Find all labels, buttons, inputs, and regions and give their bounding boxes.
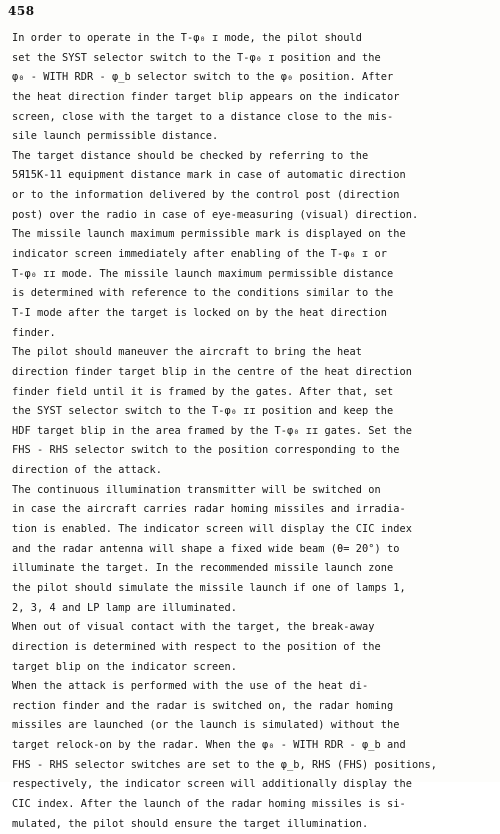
text-line: set the SYST selector switch to the T-φ₀ ɪ position and the [12,51,381,64]
text-line: direction is determined with respect to the position of the [12,640,381,653]
text-line: φ₀ - WITH RDR - φ_b selector switch to the φ₀ position. After [12,71,394,84]
text-line: The missile launch maximum permissible mark is displayed on the [12,228,406,241]
text-line: 5Я15K-11 equipment distance mark in case of automatic direction [12,169,406,182]
text-line: The target distance should be checked by referring to the [12,149,369,162]
text-line: The pilot should maneuver the aircraft to bring the heat [12,346,362,359]
text-line: sile launch permissible distance. [12,130,219,143]
text-line: post) over the radio in case of eye-measuring (visual) direction. [12,208,419,221]
body-text [12,29,496,834]
text-line: HDF target blip in the area framed by the T-φ₀ ɪɪ gates. Set the [12,424,412,437]
text-line: In order to operate in the T-φ₀ ɪ mode, the pilot should [12,32,362,44]
text-line: is determined with reference to the conditions similar to the [12,287,394,300]
text-line: direction finder target blip in the centre of the heat direction [12,365,412,378]
text-line: illuminate the target. In the recommended missile launch zone [12,562,394,575]
text-line: The continuous illumination transmitter will be switched on [12,483,381,496]
text-line: in case the aircraft carries radar homing missiles and irradia- [12,503,406,516]
text-line: When the attack is performed with the use of the heat di- [12,680,369,693]
text-line: the pilot should simulate the missile launch if one of lamps 1, [12,581,406,594]
text-line: or to the information delivered by the control post (direction [12,189,400,202]
text-line: indicator screen immediately after enabling of the T-φ₀ ɪ or [12,248,387,261]
text-line: FHS - RHS selector switch to the position corresponding to the [12,444,400,457]
text-line: T-φ₀ ɪɪ mode. The missile launch maximum permissible distance [12,267,394,280]
text-line: CIC index. After the launch of the radar homing missiles is si- [12,797,406,810]
text-line: target relock-on by the radar. When the φ₀ - WITH RDR - φ_b and [12,739,406,752]
text-line: direction of the attack. [12,464,162,477]
text-line: tion is enabled. The indicator screen will display the CIC index [12,523,412,536]
text-line: the SYST selector switch to the T-φ₀ ɪɪ position and keep the [12,405,394,418]
text-line: FHS - RHS selector switches are set to the φ_b, RHS (FHS) positions, [12,758,437,771]
text-line: respectively, the indicator screen will additionally display the [12,778,412,791]
text-line: missiles are launched (or the launch is simulated) without the [12,719,400,732]
text-line: target blip on the indicator screen. [12,660,237,673]
text-line: 2, 3, 4 and LP lamp are illuminated. [12,601,237,614]
text-line: T-I mode after the target is locked on by the heat direction [12,306,387,319]
text-line: finder. [12,326,56,339]
text-line: screen, close with the target to a distance close to the mis- [12,110,394,123]
text-line: mulated, the pilot should ensure the target illumination. [12,817,369,830]
text-line: finder field until it is framed by the gates. After that, set [12,385,394,398]
page-number: 458 [8,4,35,18]
text-line: When out of visual contact with the target, the break-away [12,621,375,634]
text-line: and the radar antenna will shape a fixed wide beam (θ= 20°) to [12,542,400,555]
text-line: rection finder and the radar is switched on, the radar homing [12,699,394,712]
text-line: the heat direction finder target blip appears on the indicator [12,90,400,103]
